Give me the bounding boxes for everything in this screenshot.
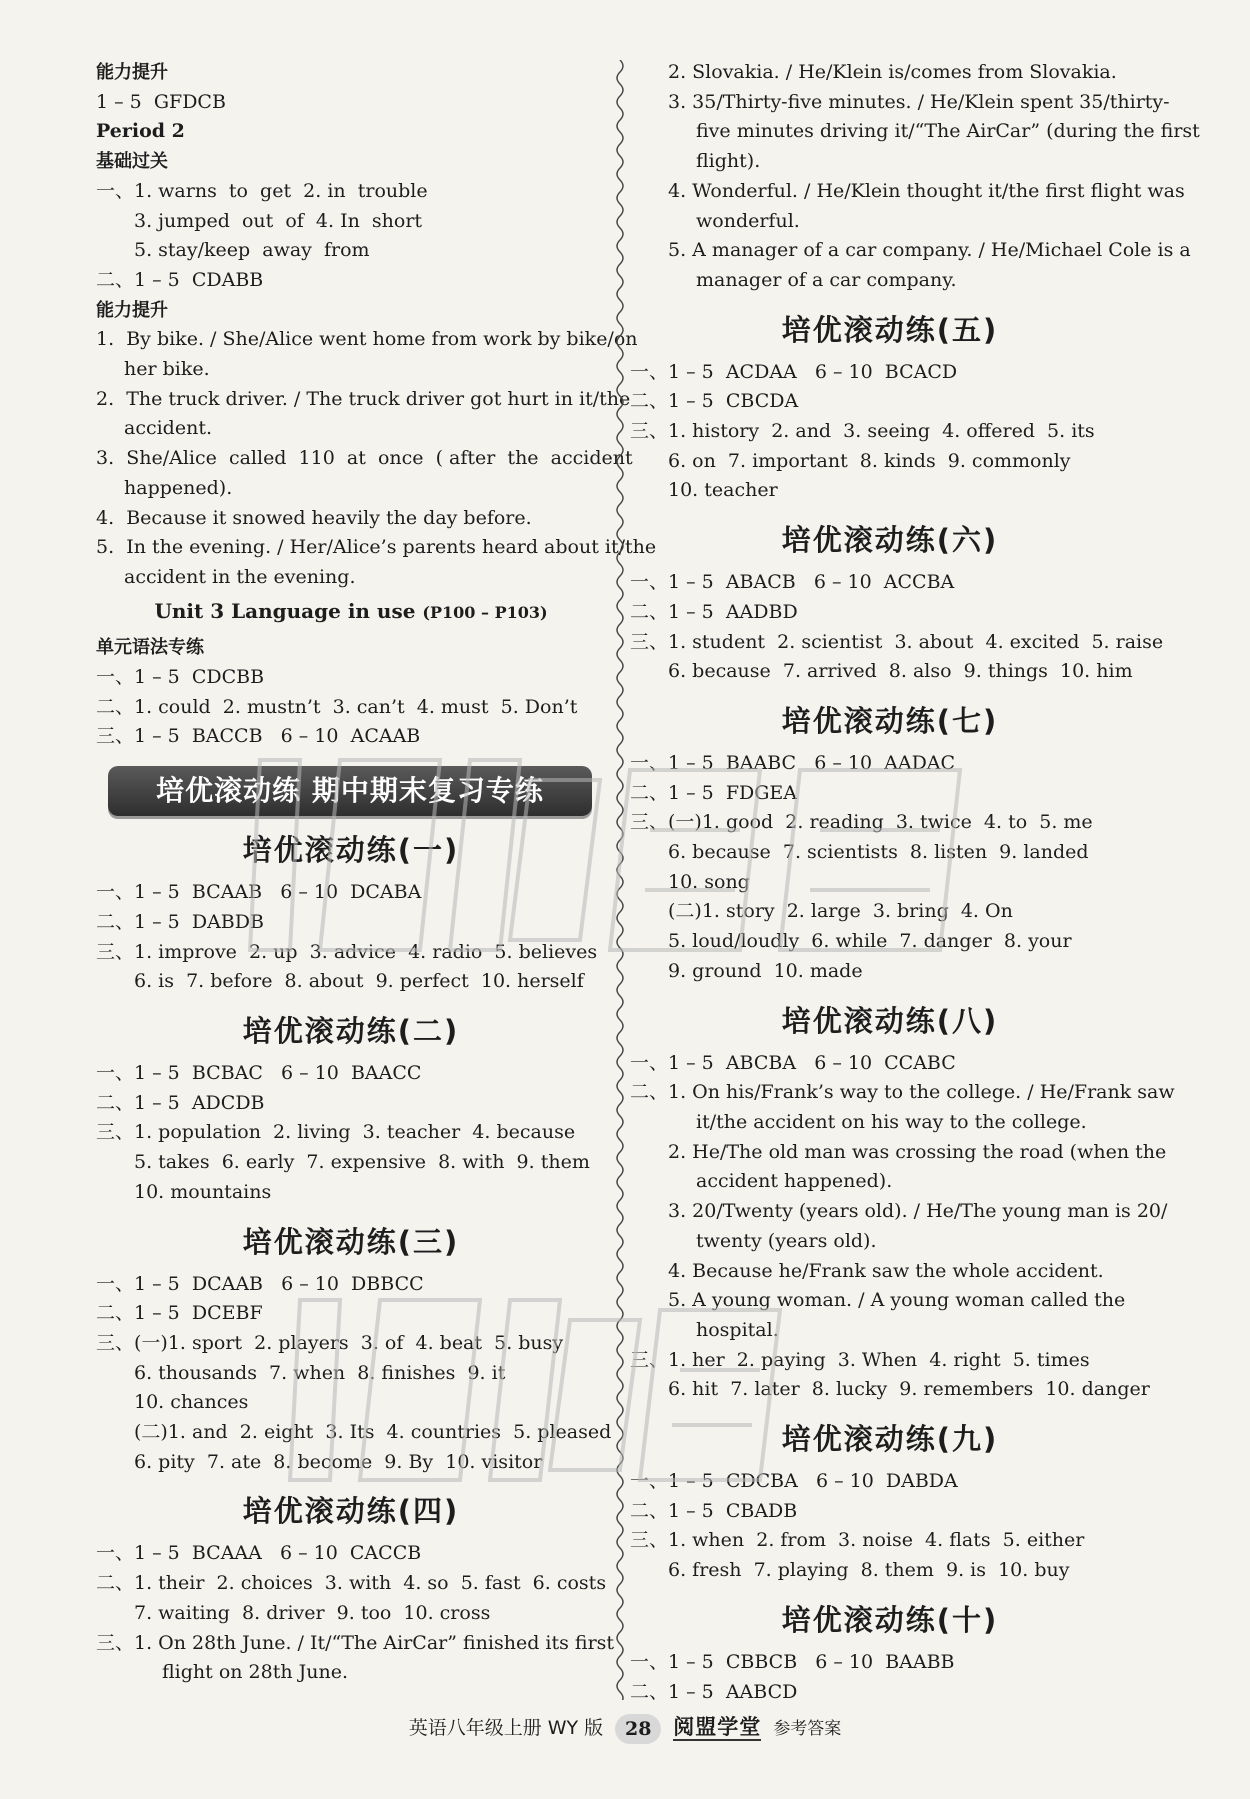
unit-page-range: (P100 – P103) bbox=[422, 602, 548, 622]
section-title: 培优滚动练(五) bbox=[781, 312, 999, 347]
answer-line: 3. 35/Thirty-five minutes. / He/Klein spent 35/thirty- bbox=[668, 90, 1170, 113]
answer-line: 5. loud/loudly 6. while 7. danger 8. your bbox=[668, 930, 1072, 953]
answer-line: 一、1 – 5 ACDAA 6 – 10 BCACD bbox=[630, 360, 958, 383]
section-title: 培优滚动练(十) bbox=[781, 1602, 999, 1637]
answer-line: 三、1 – 5 BACCB 6 – 10 ACAAB bbox=[96, 725, 421, 748]
answer-line: 二、1 – 5 AADBD bbox=[630, 600, 798, 623]
answer-line: accident. bbox=[124, 417, 213, 440]
section-title: 培优滚动练(二) bbox=[242, 1013, 460, 1048]
answer-line: 5. In the evening. / Her/Alice’s parents heard about it/the bbox=[96, 536, 657, 559]
answer-line: 6. pity 7. ate 8. become 9. By 10. visitor bbox=[134, 1450, 543, 1473]
answer-line: 一、1 – 5 CBBCB 6 – 10 BAABB bbox=[630, 1650, 955, 1673]
section-title: 培优滚动练(四) bbox=[242, 1494, 460, 1529]
answer-line: 二、1 – 5 FDGEA bbox=[630, 781, 798, 804]
answer-line: 10. mountains bbox=[134, 1180, 272, 1203]
answer-line: 三、(一)1. good 2. reading 3. twice 4. to 5. me bbox=[630, 811, 1093, 834]
answer-line: five minutes driving it/“The AirCar” (during the first bbox=[696, 120, 1200, 143]
answer-line: 二、1. could 2. mustn’t 3. can’t 4. must 5. Don’t bbox=[96, 695, 578, 718]
answer-line: 三、1. student 2. scientist 3. about 4. excited 5. raise bbox=[630, 630, 1164, 653]
answer-line: it/the accident on his way to the college. bbox=[696, 1110, 1087, 1133]
answer-line: 6. fresh 7. playing 8. them 9. is 10. buy bbox=[668, 1559, 1070, 1582]
answer-line: 5. A young woman. / A young woman called the bbox=[668, 1289, 1126, 1312]
subsection-heading: 能力提升 bbox=[96, 62, 168, 83]
section-title: 培优滚动练(六) bbox=[781, 523, 999, 558]
answer-line: 6. hit 7. later 8. lucky 9. remembers 10. danger bbox=[668, 1378, 1150, 1401]
answer-line: 6. is 7. before 8. about 9. perfect 10. herself bbox=[134, 970, 584, 993]
answer-line: 10. teacher bbox=[668, 479, 778, 502]
answer-line: 5. A manager of a car company. / He/Michael Cole is a bbox=[668, 239, 1191, 262]
section-banner: 培优滚动练 期中期末复习专练 bbox=[108, 766, 592, 816]
answer-line: 二、1 – 5 CDABB bbox=[96, 268, 264, 291]
answer-line: 三、1. improve 2. up 3. advice 4. radio 5. believes bbox=[96, 940, 598, 963]
answer-line: 2. Slovakia. / He/Klein is/comes from Slovakia. bbox=[668, 61, 1117, 83]
answer-line: 1. By bike. / She/Alice went home from work by bike/on bbox=[96, 328, 638, 351]
answer-line: 三、1. history 2. and 3. seeing 4. offered 5. its bbox=[630, 420, 1095, 443]
answer-line: 5. takes 6. early 7. expensive 8. with 9. them bbox=[134, 1151, 590, 1174]
answer-line: 三、(一)1. sport 2. players 3. of 4. beat 5. busy bbox=[96, 1331, 564, 1354]
answer-line: 5. stay/keep away from bbox=[134, 239, 370, 262]
subsection-heading: 能力提升 bbox=[96, 299, 168, 321]
unit-title-text: Unit 3 Language in use bbox=[154, 598, 416, 623]
answer-line: 2. The truck driver. / The truck driver got hurt in it/the bbox=[96, 387, 631, 410]
answer-line: 10. chances bbox=[134, 1391, 249, 1414]
answer-line: 三、1. her 2. paying 3. When 4. right 5. times bbox=[630, 1348, 1090, 1371]
page-footer bbox=[0, 1710, 1250, 1744]
answer-line: 6. thousands 7. when 8. finishes 9. it bbox=[134, 1361, 506, 1384]
book-title: 英语八年级上册 WY 版 bbox=[408, 1717, 604, 1739]
answer-line: 3. jumped out of 4. In short bbox=[134, 209, 423, 232]
answer-line: flight). bbox=[696, 150, 761, 173]
answer-line: hospital. bbox=[696, 1318, 779, 1341]
answer-line: 一、1 – 5 CDCBA 6 – 10 DABDA bbox=[630, 1470, 958, 1493]
answer-line: 三、1. when 2. from 3. noise 4. flats 5. either bbox=[630, 1529, 1085, 1552]
answer-label: 参考答案 bbox=[773, 1719, 842, 1739]
answer-line: 二、1 – 5 DABDB bbox=[96, 910, 264, 933]
brand-logo: 阅盟学堂 bbox=[673, 1715, 762, 1739]
answer-line: flight on 28th June. bbox=[162, 1661, 349, 1684]
subsection-heading: 单元语法专练 bbox=[96, 637, 204, 659]
answer-line: 一、1 – 5 BAABC 6 – 10 AADAC bbox=[630, 751, 956, 774]
answer-line: 二、1 – 5 ADCDB bbox=[96, 1091, 265, 1114]
answer-line: 二、1 – 5 CBADB bbox=[630, 1499, 798, 1522]
answer-line: 三、1. population 2. living 3. teacher 4. because bbox=[96, 1121, 576, 1144]
answer-line: 2. He/The old man was crossing the road (when the bbox=[668, 1140, 1167, 1163]
answer-line: 4. Because he/Frank saw the whole accident. bbox=[668, 1259, 1104, 1282]
answer-line: accident happened). bbox=[696, 1170, 893, 1193]
answer-line: 二、1. On his/Frank’s way to the college. / He/Frank saw bbox=[630, 1081, 1175, 1104]
section-title: 培优滚动练(八) bbox=[781, 1003, 999, 1038]
period-heading: Period 2 bbox=[96, 120, 185, 143]
unit-title bbox=[96, 597, 606, 628]
answer-line: 二、1 – 5 CBCDA bbox=[630, 390, 799, 413]
answer-line: happened). bbox=[124, 476, 233, 499]
answer-line: 6. because 7. scientists 8. listen 9. landed bbox=[668, 841, 1089, 864]
answer-line: 一、1 – 5 DCAAB 6 – 10 DBBCC bbox=[96, 1272, 424, 1295]
section-title: 培优滚动练(七) bbox=[781, 703, 999, 738]
answer-line: 一、1 – 5 ABACB 6 – 10 ACCBA bbox=[630, 571, 955, 594]
answer-line: 一、1 – 5 ABCBA 6 – 10 CCABC bbox=[630, 1051, 956, 1074]
left-column bbox=[96, 58, 657, 1688]
answer-line: accident in the evening. bbox=[124, 565, 356, 588]
answer-line: (二)1. and 2. eight 3. Its 4. countries 5. pleased bbox=[134, 1421, 612, 1444]
answer-line: 9. ground 10. made bbox=[668, 959, 863, 982]
answer-line: manager of a car company. bbox=[696, 268, 957, 291]
section-title: 培优滚动练(三) bbox=[242, 1224, 460, 1259]
answer-line: 7. waiting 8. driver 9. too 10. cross bbox=[134, 1601, 491, 1624]
answer-line: 一、1. warns to get 2. in trouble bbox=[96, 179, 428, 202]
answer-line: 4. Because it snowed heavily the day before. bbox=[96, 506, 532, 529]
answer-line: 二、1 – 5 DCEBF bbox=[96, 1302, 263, 1325]
page-number: 28 bbox=[615, 1714, 661, 1744]
answer-line: 3. She/Alice called 110 at once ( after the accident bbox=[96, 447, 633, 470]
answer-line: 6. because 7. arrived 8. also 9. things 10. him bbox=[668, 660, 1133, 683]
answer-line: 1 – 5 GFDCB bbox=[96, 90, 226, 113]
answer-line: 6. on 7. important 8. kinds 9. commonly bbox=[668, 449, 1071, 472]
answer-line: her bike. bbox=[124, 358, 210, 381]
right-column bbox=[630, 58, 1200, 1707]
answer-line: 一、1 – 5 BCAAA 6 – 10 CACCB bbox=[96, 1542, 422, 1565]
answer-line: 4. Wonderful. / He/Klein thought it/the first flight was bbox=[668, 179, 1185, 202]
answer-line: 一、1 – 5 CDCBB bbox=[96, 666, 265, 689]
answer-line: 10. song bbox=[668, 870, 750, 893]
answer-line: 二、1 – 5 AABCD bbox=[630, 1680, 798, 1703]
answer-line: 一、1 – 5 BCBAC 6 – 10 BAACC bbox=[96, 1061, 422, 1084]
answer-line: 三、1. On 28th June. / It/“The AirCar” finished its first bbox=[96, 1631, 615, 1654]
section-title: 培优滚动练(九) bbox=[781, 1422, 999, 1457]
section-title: 培优滚动练(一) bbox=[242, 833, 460, 868]
answer-line: (二)1. story 2. large 3. bring 4. On bbox=[668, 900, 1013, 923]
answer-line: 二、1. their 2. choices 3. with 4. so 5. fast 6. costs bbox=[96, 1572, 607, 1595]
answer-line: 一、1 – 5 BCAAB 6 – 10 DCABA bbox=[96, 881, 422, 904]
answer-line: 3. 20/Twenty (years old). / He/The young man is 20/ bbox=[668, 1200, 1168, 1223]
column-divider bbox=[612, 60, 628, 1700]
subsection-heading: 基础过关 bbox=[96, 151, 168, 173]
answer-line: twenty (years old). bbox=[696, 1229, 877, 1252]
answer-line: wonderful. bbox=[696, 209, 800, 232]
